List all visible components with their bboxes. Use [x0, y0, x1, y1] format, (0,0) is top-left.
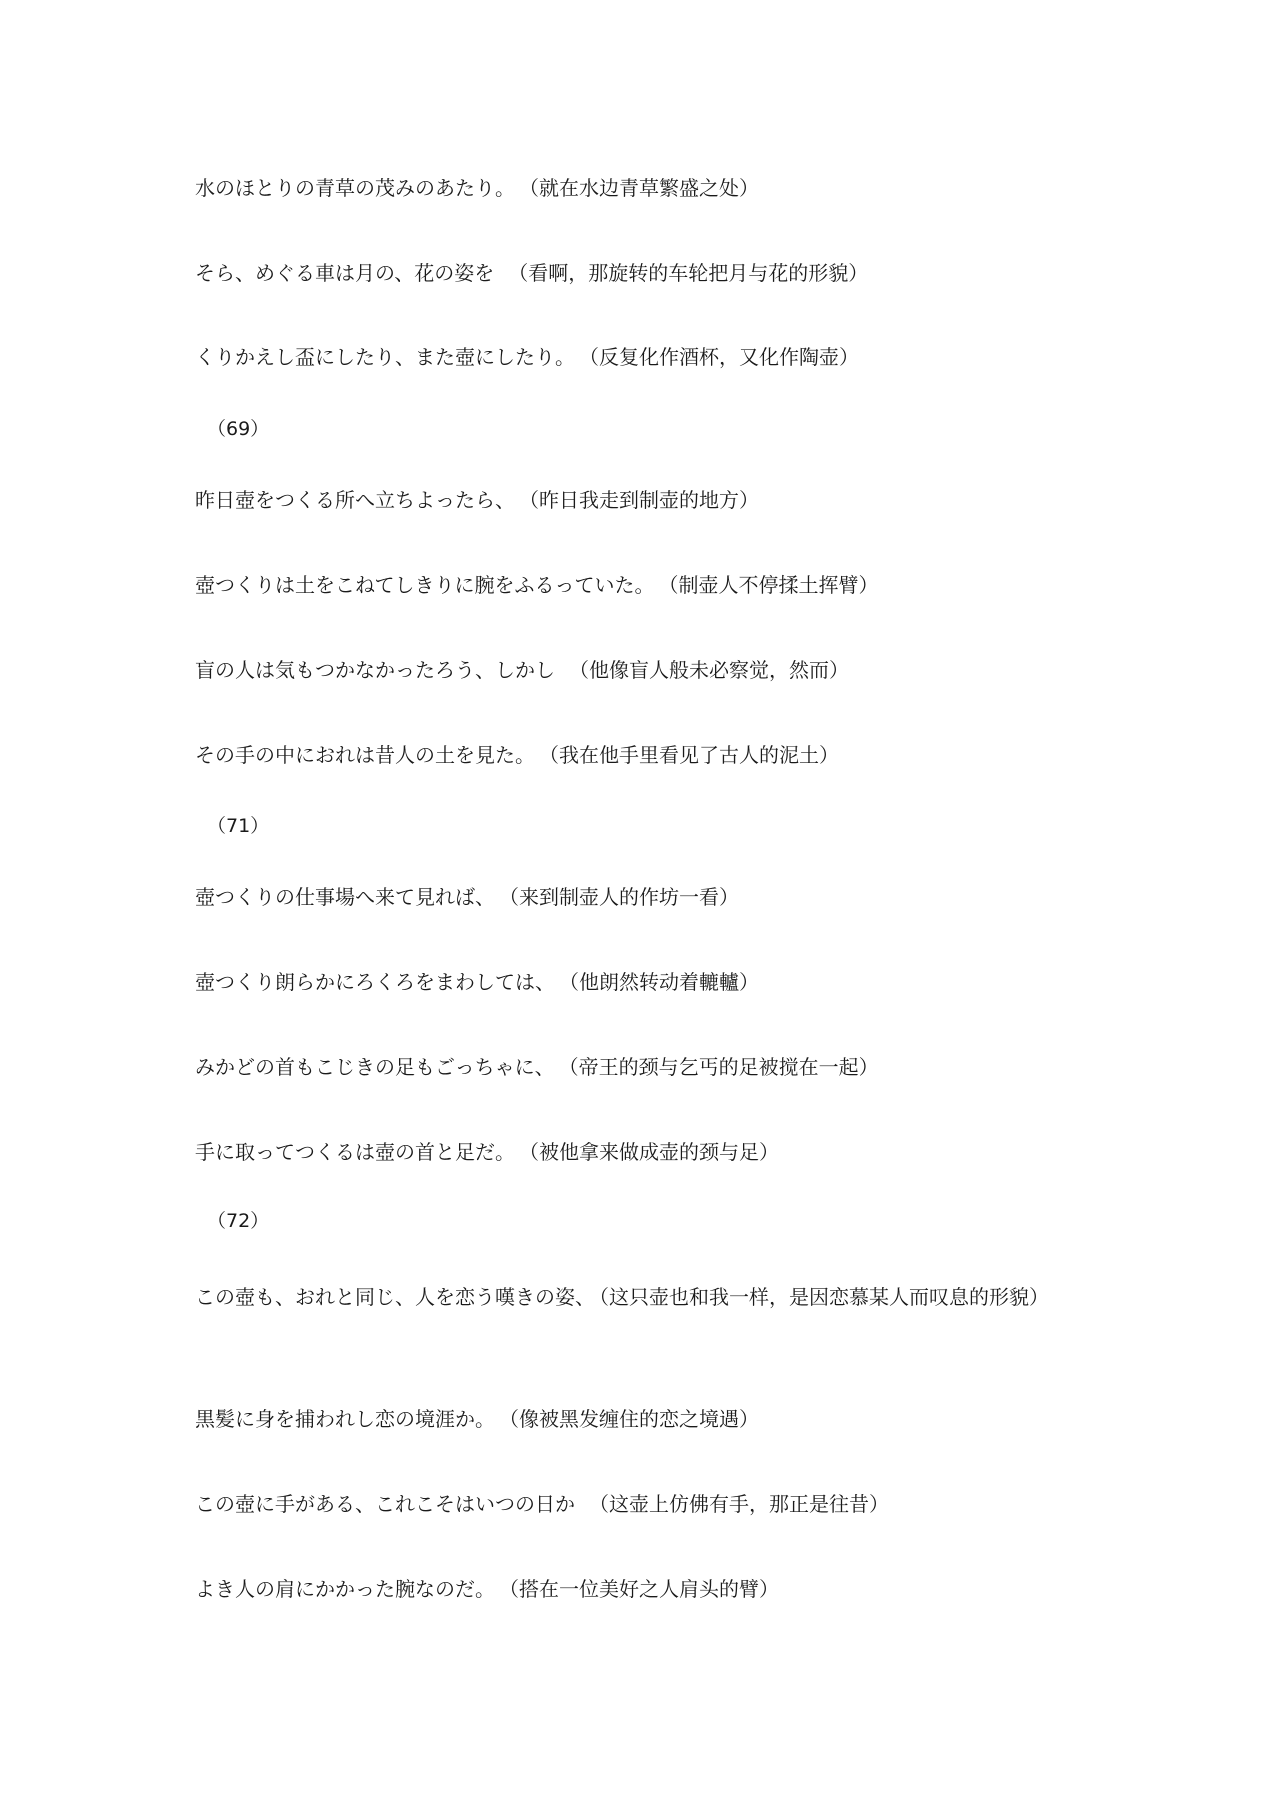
verse-line — [195, 655, 1095, 685]
chinese-translation: （就在水边青草繁盛之处） — [529, 176, 759, 200]
japanese-text: 壺つくり朗らかにろくろをまわしては、 — [195, 970, 555, 994]
chinese-translation: （搭在一位美好之人肩头的臂） — [509, 1577, 779, 1601]
chinese-translation: （像被黑发缠住的恋之境遇） — [509, 1407, 759, 1431]
japanese-text: 盲の人は気もつかなかったろう、しかし — [195, 658, 555, 682]
chinese-translation: （他像盲人般未必察觉，然而） — [569, 658, 849, 682]
verse-line — [195, 1574, 1095, 1604]
chinese-translation: （被他拿来做成壶的颈与足） — [529, 1140, 779, 1164]
verse-line — [195, 173, 1095, 203]
japanese-text: 壺つくりの仕事場へ来て見れば、 — [195, 885, 495, 909]
chinese-translation: （这只壶也和我一样，是因恋慕某人而叹息的形貌） — [599, 1285, 1049, 1309]
chinese-translation: （昨日我走到制壶的地方） — [529, 488, 759, 512]
chinese-translation: （这壶上仿佛有手，那正是往昔） — [589, 1492, 889, 1516]
chinese-translation: （来到制壶人的作坊一看） — [509, 885, 739, 909]
verse-line — [195, 740, 1095, 770]
verse-line — [195, 1137, 1095, 1167]
japanese-text: この壺に手がある、これこそはいつの日か — [195, 1492, 575, 1516]
japanese-text: この壺も、おれと同じ、人を恋う嘆きの姿、 — [195, 1285, 595, 1309]
verse-line — [195, 485, 1095, 515]
japanese-text: 水のほとりの青草の茂みのあたり。 — [195, 176, 515, 200]
verse-line — [195, 1052, 1095, 1082]
japanese-text: 黒髪に身を捕われし恋の境涯か。 — [195, 1407, 495, 1431]
verse-line — [195, 1489, 1095, 1519]
verse-line — [195, 258, 1095, 288]
japanese-text: くりかえし盃にしたり、また壺にしたり。 — [195, 345, 575, 369]
japanese-text: 手に取ってつくるは壺の首と足だ。 — [195, 1140, 515, 1164]
japanese-text: みかどの首もこじきの足もごっちゃに、 — [195, 1055, 555, 1079]
verse-line — [195, 882, 1095, 912]
stanza-number: （69） — [207, 418, 270, 440]
verse-line — [195, 967, 1095, 997]
chinese-translation: （反复化作酒杯，又化作陶壶） — [589, 345, 859, 369]
japanese-text: 昨日壺をつくる所へ立ちよったら、 — [195, 488, 515, 512]
verse-line — [195, 1404, 1095, 1434]
verse-line — [195, 570, 1095, 600]
verse-line — [195, 1270, 1095, 1324]
japanese-text: その手の中におれは昔人の土を見た。 — [195, 743, 535, 767]
stanza-number: （72） — [207, 1210, 270, 1232]
chinese-translation: （他朗然转动着轆轤） — [569, 970, 759, 994]
chinese-translation: （我在他手里看见了古人的泥土） — [549, 743, 839, 767]
chinese-translation: （帝王的颈与乞丐的足被搅在一起） — [568, 1055, 879, 1079]
chinese-translation: （看啊，那旋转的车轮把月与花的形貌） — [508, 261, 869, 285]
chinese-translation: （制壶人不停揉土挥臂） — [668, 573, 879, 597]
stanza-number: （71） — [207, 815, 270, 837]
japanese-text: よき人の肩にかかった腕なのだ。 — [195, 1577, 495, 1601]
japanese-text: 壺つくりは土をこねてしきりに腕をふるっていた。 — [195, 573, 655, 597]
japanese-text: そら、めぐる車は月の、花の姿を — [195, 261, 495, 285]
verse-line — [195, 342, 1095, 372]
